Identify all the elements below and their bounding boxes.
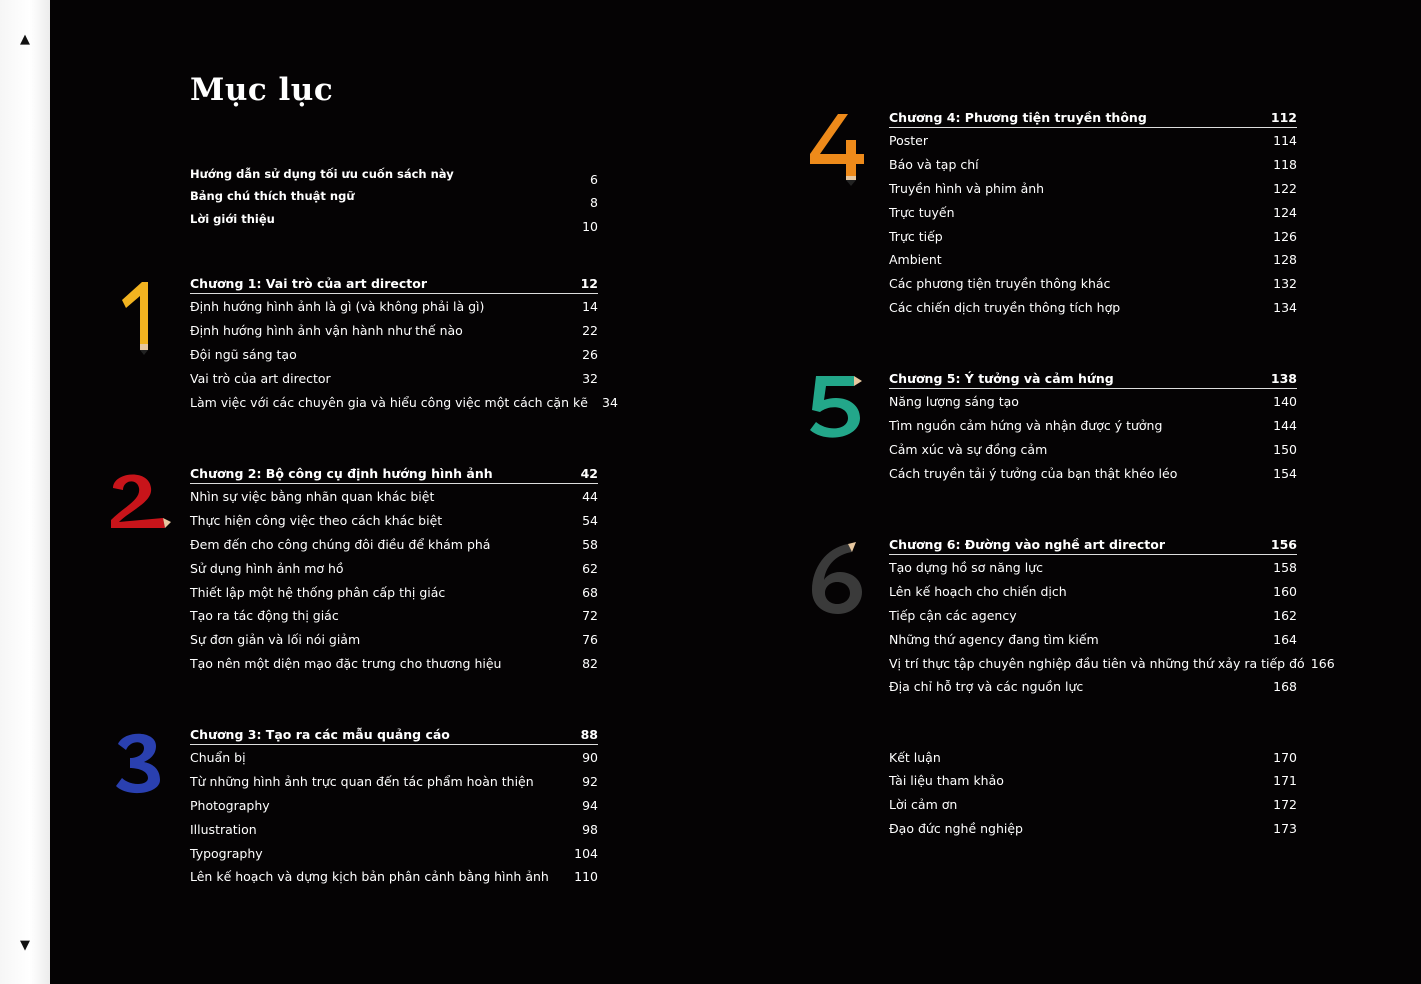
page-number: 164	[1273, 631, 1297, 647]
toc-entry	[190, 771, 598, 793]
toc-label: Năng lượng sáng tạo	[889, 394, 1019, 410]
toc-entry	[190, 842, 598, 864]
toc-entry	[190, 320, 598, 342]
page-number: 26	[582, 346, 598, 362]
toc-entry	[190, 296, 598, 318]
toc-entry	[190, 486, 598, 508]
toc-entry	[190, 794, 598, 816]
toc-label: Tạo nên một diện mạo đặc trưng cho thương hiệu	[190, 655, 502, 671]
toc-entry	[889, 249, 1297, 271]
pencil-numeral-body	[116, 734, 160, 793]
toc-label: Truyền hình và phim ảnh	[889, 180, 1045, 196]
toc-label: Tạo dựng hồ sơ năng lực	[889, 560, 1043, 576]
toc-entry	[190, 343, 598, 365]
page-number: 68	[582, 584, 598, 600]
toc-label: Sử dụng hình ảnh mơ hồ	[190, 560, 344, 576]
toc-entry	[889, 415, 1297, 437]
chapter-heading-1	[190, 272, 598, 294]
endmatter-entry	[889, 770, 1297, 792]
intro-page	[190, 168, 598, 190]
toc-entry	[190, 605, 598, 627]
toc-entry	[889, 225, 1297, 247]
page-number: 44	[582, 489, 598, 505]
toc-entry	[889, 130, 1297, 152]
toc-label: Ambient	[889, 252, 942, 268]
page-number: 88	[580, 726, 598, 742]
page-number: 22	[582, 323, 598, 339]
page-number: 62	[582, 560, 598, 576]
toc-entry	[190, 866, 598, 888]
toc-label: Cách truyền tải ý tưởng của bạn thật khéo léo	[889, 465, 1178, 481]
toc-entry	[889, 604, 1297, 626]
toc-label: Cảm xúc và sự đồng cảm	[889, 441, 1048, 457]
page-number: 82	[582, 655, 598, 671]
toc-label: Đội ngũ sáng tạo	[190, 346, 297, 362]
page-number: 32	[582, 370, 598, 386]
page-number: 154	[1273, 465, 1297, 481]
pencil-tip	[854, 376, 862, 386]
page-number: 160	[1273, 584, 1297, 600]
page-number: 114	[1273, 133, 1297, 149]
toc-entry	[889, 628, 1297, 650]
page-number: 10	[582, 218, 598, 234]
toc-label: Làm việc với các chuyên gia và hiểu công việc một cách cặn kẽ	[190, 394, 588, 410]
chapter-title: Chương 4: Phương tiện truyền thông	[889, 109, 1147, 125]
page-number: 42	[580, 465, 598, 481]
page-number: 90	[582, 750, 598, 766]
toc-entry	[889, 557, 1297, 579]
page-number: 98	[582, 821, 598, 837]
pencil-numeral-body	[810, 376, 860, 438]
toc-label: Illustration	[190, 821, 257, 837]
chapter-2-number-icon	[105, 466, 173, 534]
page-number: 173	[1273, 820, 1297, 836]
page-number: 172	[1273, 797, 1297, 813]
intro-label: Lời giới thiệu	[190, 212, 275, 226]
toc-label: Tạo ra tác động thị giác	[190, 608, 339, 624]
page-number: 134	[1273, 299, 1297, 315]
page-number: 168	[1273, 679, 1297, 695]
toc-label: Poster	[889, 133, 928, 149]
endmatter-entry	[889, 817, 1297, 839]
toc-label: Nhìn sự việc bằng nhãn quan khác biệt	[190, 489, 435, 505]
pencil-lead	[140, 350, 148, 355]
toc-entry	[889, 201, 1297, 223]
page-number: 156	[1270, 536, 1297, 552]
page-number: 128	[1273, 252, 1297, 268]
toc-label: Địa chỉ hỗ trợ và các nguồn lực	[889, 679, 1084, 695]
chapter-heading-3	[190, 723, 598, 745]
chapter-5-number-icon	[802, 372, 864, 444]
toc-entry	[190, 391, 618, 413]
page-number: 12	[580, 275, 598, 291]
intro-label: Hướng dẫn sử dụng tối ưu cuốn sách này	[190, 167, 454, 181]
intro-label: Bảng chú thích thuật ngữ	[190, 189, 355, 203]
page-number: 34	[602, 394, 618, 410]
toc-entry	[190, 581, 598, 603]
chapter-1-number-icon	[112, 278, 164, 356]
page-number: 58	[582, 536, 598, 552]
pencil-numeral-body	[812, 544, 862, 614]
toc-entry	[889, 581, 1297, 603]
endmatter-entry	[889, 794, 1297, 816]
toc-label: Các phương tiện truyền thông khác	[889, 276, 1111, 292]
scroll-down-icon[interactable]: ▼	[20, 937, 30, 953]
pencil-numeral-body	[122, 282, 148, 344]
page-number: 171	[1273, 773, 1297, 789]
toc-label: Typography	[190, 845, 263, 861]
toc-entry	[889, 154, 1297, 176]
endmatter-entry	[889, 746, 1297, 768]
toc-entry	[889, 676, 1297, 698]
page-number: 132	[1273, 276, 1297, 292]
toc-entry	[190, 747, 598, 769]
toc-label: Đem đến cho công chúng đôi điều để khám phá	[190, 536, 491, 552]
chapter-6-number-icon	[806, 540, 868, 618]
toc-label: Lời cảm ơn	[889, 797, 958, 813]
chapter-3-number-icon	[108, 728, 168, 798]
toc-label: Những thứ agency đang tìm kiếm	[889, 631, 1099, 647]
toc-label: Kết luận	[889, 749, 941, 765]
page-number: 54	[582, 513, 598, 529]
toc-entry	[190, 510, 598, 532]
page-number: 126	[1273, 228, 1297, 244]
toc-entry	[889, 438, 1297, 460]
page-number: 8	[590, 194, 598, 210]
toc-label: Tìm nguồn cảm hứng và nhận được ý tưởng	[889, 418, 1163, 434]
page-number: 162	[1273, 607, 1297, 623]
toc-label: Từ những hình ảnh trực quan đến tác phẩm hoàn thiện	[190, 774, 534, 790]
pencil-lead	[846, 180, 856, 186]
toc-label: Các chiến dịch truyền thông tích hợp	[889, 299, 1121, 315]
toc-label: Vị trí thực tập chuyên nghiệp đầu tiên và những thứ xảy ra tiếp đó	[889, 655, 1305, 671]
toc-entry	[889, 273, 1297, 295]
toc-label: Báo và tạp chí	[889, 157, 979, 173]
toc-label: Định hướng hình ảnh là gì (và không phải là gì)	[190, 299, 485, 315]
pencil-tip	[140, 344, 148, 350]
toc-entry	[190, 367, 598, 389]
page-number: 138	[1270, 370, 1297, 386]
toc-label: Đạo đức nghề nghiệp	[889, 820, 1023, 836]
toc-label: Vai trò của art director	[190, 370, 331, 386]
toc-entry	[190, 629, 598, 651]
pencil-numeral-body	[111, 474, 165, 528]
toc-label: Tiếp cận các agency	[889, 607, 1017, 623]
toc-label: Trực tuyến	[889, 204, 955, 220]
page-title: Mục lục	[190, 72, 334, 108]
page-number: 118	[1273, 157, 1297, 173]
page-number: 104	[574, 845, 598, 861]
page-number: 122	[1273, 180, 1297, 196]
page-number: 140	[1273, 394, 1297, 410]
toc-entry	[190, 818, 598, 840]
chapter-title: Chương 5: Ý tưởng và cảm hứng	[889, 370, 1114, 386]
page-number: 124	[1273, 204, 1297, 220]
toc-label: Lên kế hoạch cho chiến dịch	[889, 584, 1067, 600]
chapter-title: Chương 1: Vai trò của art director	[190, 275, 427, 291]
toc-label: Thực hiện công việc theo cách khác biệt	[190, 513, 443, 529]
toc-entry	[889, 652, 1335, 674]
toc-page	[50, 0, 1421, 984]
toc-entry	[889, 391, 1297, 413]
toc-label: Lên kế hoạch và dựng kịch bản phân cảnh bằng hình ảnh	[190, 869, 549, 885]
toc-entry	[190, 557, 598, 579]
page-number: 166	[1310, 655, 1335, 671]
intro-page	[190, 191, 598, 213]
page-number: 94	[582, 797, 598, 813]
chapter-title: Chương 2: Bộ công cụ định hướng hình ảnh	[190, 465, 493, 481]
vertical-scrollbar[interactable]	[0, 0, 50, 984]
toc-entry	[889, 177, 1297, 199]
chapter-heading-2	[190, 462, 598, 484]
toc-label: Thiết lập một hệ thống phân cấp thị giác	[190, 584, 446, 600]
toc-entry	[190, 533, 598, 555]
toc-entry	[190, 652, 598, 674]
toc-label: Trực tiếp	[889, 228, 943, 244]
toc-label: Chuẩn bị	[190, 750, 246, 766]
page-number: 158	[1273, 560, 1297, 576]
chapter-title: Chương 3: Tạo ra các mẫu quảng cáo	[190, 726, 450, 742]
toc-label: Tài liệu tham khảo	[889, 773, 1004, 789]
chapter-4-number-icon	[806, 110, 866, 186]
chapter-heading-4	[889, 106, 1297, 128]
toc-label: Sự đơn giản và lối nói giảm	[190, 632, 361, 648]
intro-page	[190, 215, 598, 237]
toc-entry	[889, 462, 1297, 484]
page-number: 6	[590, 171, 598, 187]
page-number: 150	[1273, 441, 1297, 457]
page-number: 92	[582, 774, 598, 790]
page-number: 76	[582, 632, 598, 648]
page-number: 170	[1273, 749, 1297, 765]
chapter-heading-5	[889, 367, 1297, 389]
toc-label: Photography	[190, 797, 270, 813]
chapter-heading-6	[889, 533, 1297, 555]
page-number: 110	[574, 869, 598, 885]
chapter-title: Chương 6: Đường vào nghề art director	[889, 536, 1166, 552]
page-number: 72	[582, 608, 598, 624]
scroll-up-icon[interactable]: ▲	[20, 31, 30, 47]
pencil-numeral-body	[810, 114, 864, 176]
page-number: 14	[582, 299, 598, 315]
toc-label: Định hướng hình ảnh vận hành như thế nào	[190, 323, 463, 339]
page-number: 112	[1270, 109, 1297, 125]
pencil-tip	[846, 176, 856, 180]
page-number: 144	[1273, 418, 1297, 434]
toc-entry	[889, 296, 1297, 318]
